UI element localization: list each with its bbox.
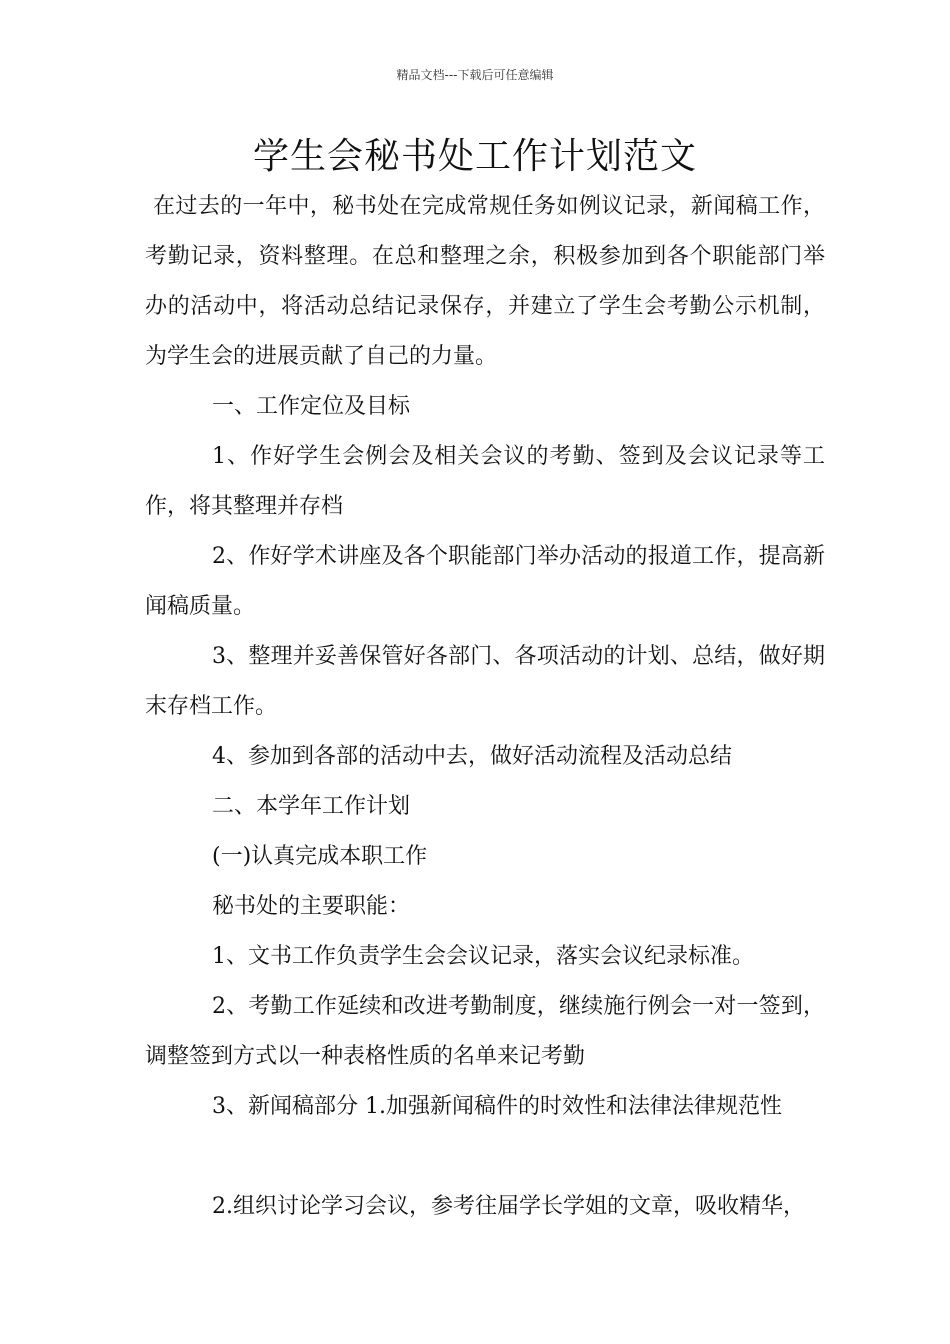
duty-item-3: 3、新闻稿部分 1.加强新闻稿件的时效性和法律法律规范性 xyxy=(212,1094,782,1119)
header-note: 精品文档---下载后可任意编辑 xyxy=(396,68,554,82)
goal-item-4: 4、参加到各部的活动中去，做好活动流程及活动总结 xyxy=(212,744,732,769)
intro-paragraph: 在过去的一年中，秘书处在完成常规任务如例议记录，新闻稿工作，考勤记录，资料整理。在总和整理之余，积极参加到各个职能部门举办的活动中，将活动总结记录保存，并建立了学生会考勤公示机制，为学生会的进展贡献了自己的力量。 xyxy=(145,194,825,369)
duty-item-2: 2、考勤工作延续和改进考勤制度，继续施行例会一对一签到，调整签到方式以一种表格性质的名单来记考勤 xyxy=(145,994,825,1069)
section-heading-1: 一、工作定位及目标 xyxy=(212,394,411,419)
duty-item-1: 1、文书工作负责学生会会议记录，落实会议纪录标准。 xyxy=(212,944,754,969)
goal-item-2: 2、作好学术讲座及各个职能部门举办活动的报道工作，提高新闻稿质量。 xyxy=(145,544,825,619)
duty-item-3-sub-2: 2.组织讨论学习会议，参考往届学长学姐的文章，吸收精华， xyxy=(212,1194,805,1219)
subsection-heading-1: (一)认真完成本职工作 xyxy=(212,844,428,869)
duties-heading: 秘书处的主要职能： xyxy=(212,894,411,919)
goal-item-1: 1、作好学生会例会及相关会议的考勤、签到及会议记录等工作，将其整理并存档 xyxy=(145,444,825,519)
section-heading-2: 二、本学年工作计划 xyxy=(212,794,411,819)
document-title: 学生会秘书处工作计划范文 xyxy=(252,136,697,177)
document-body xyxy=(145,182,825,1232)
goal-item-3: 3、整理并妥善保管好各部门、各项活动的计划、总结，做好期末存档工作。 xyxy=(145,644,825,719)
